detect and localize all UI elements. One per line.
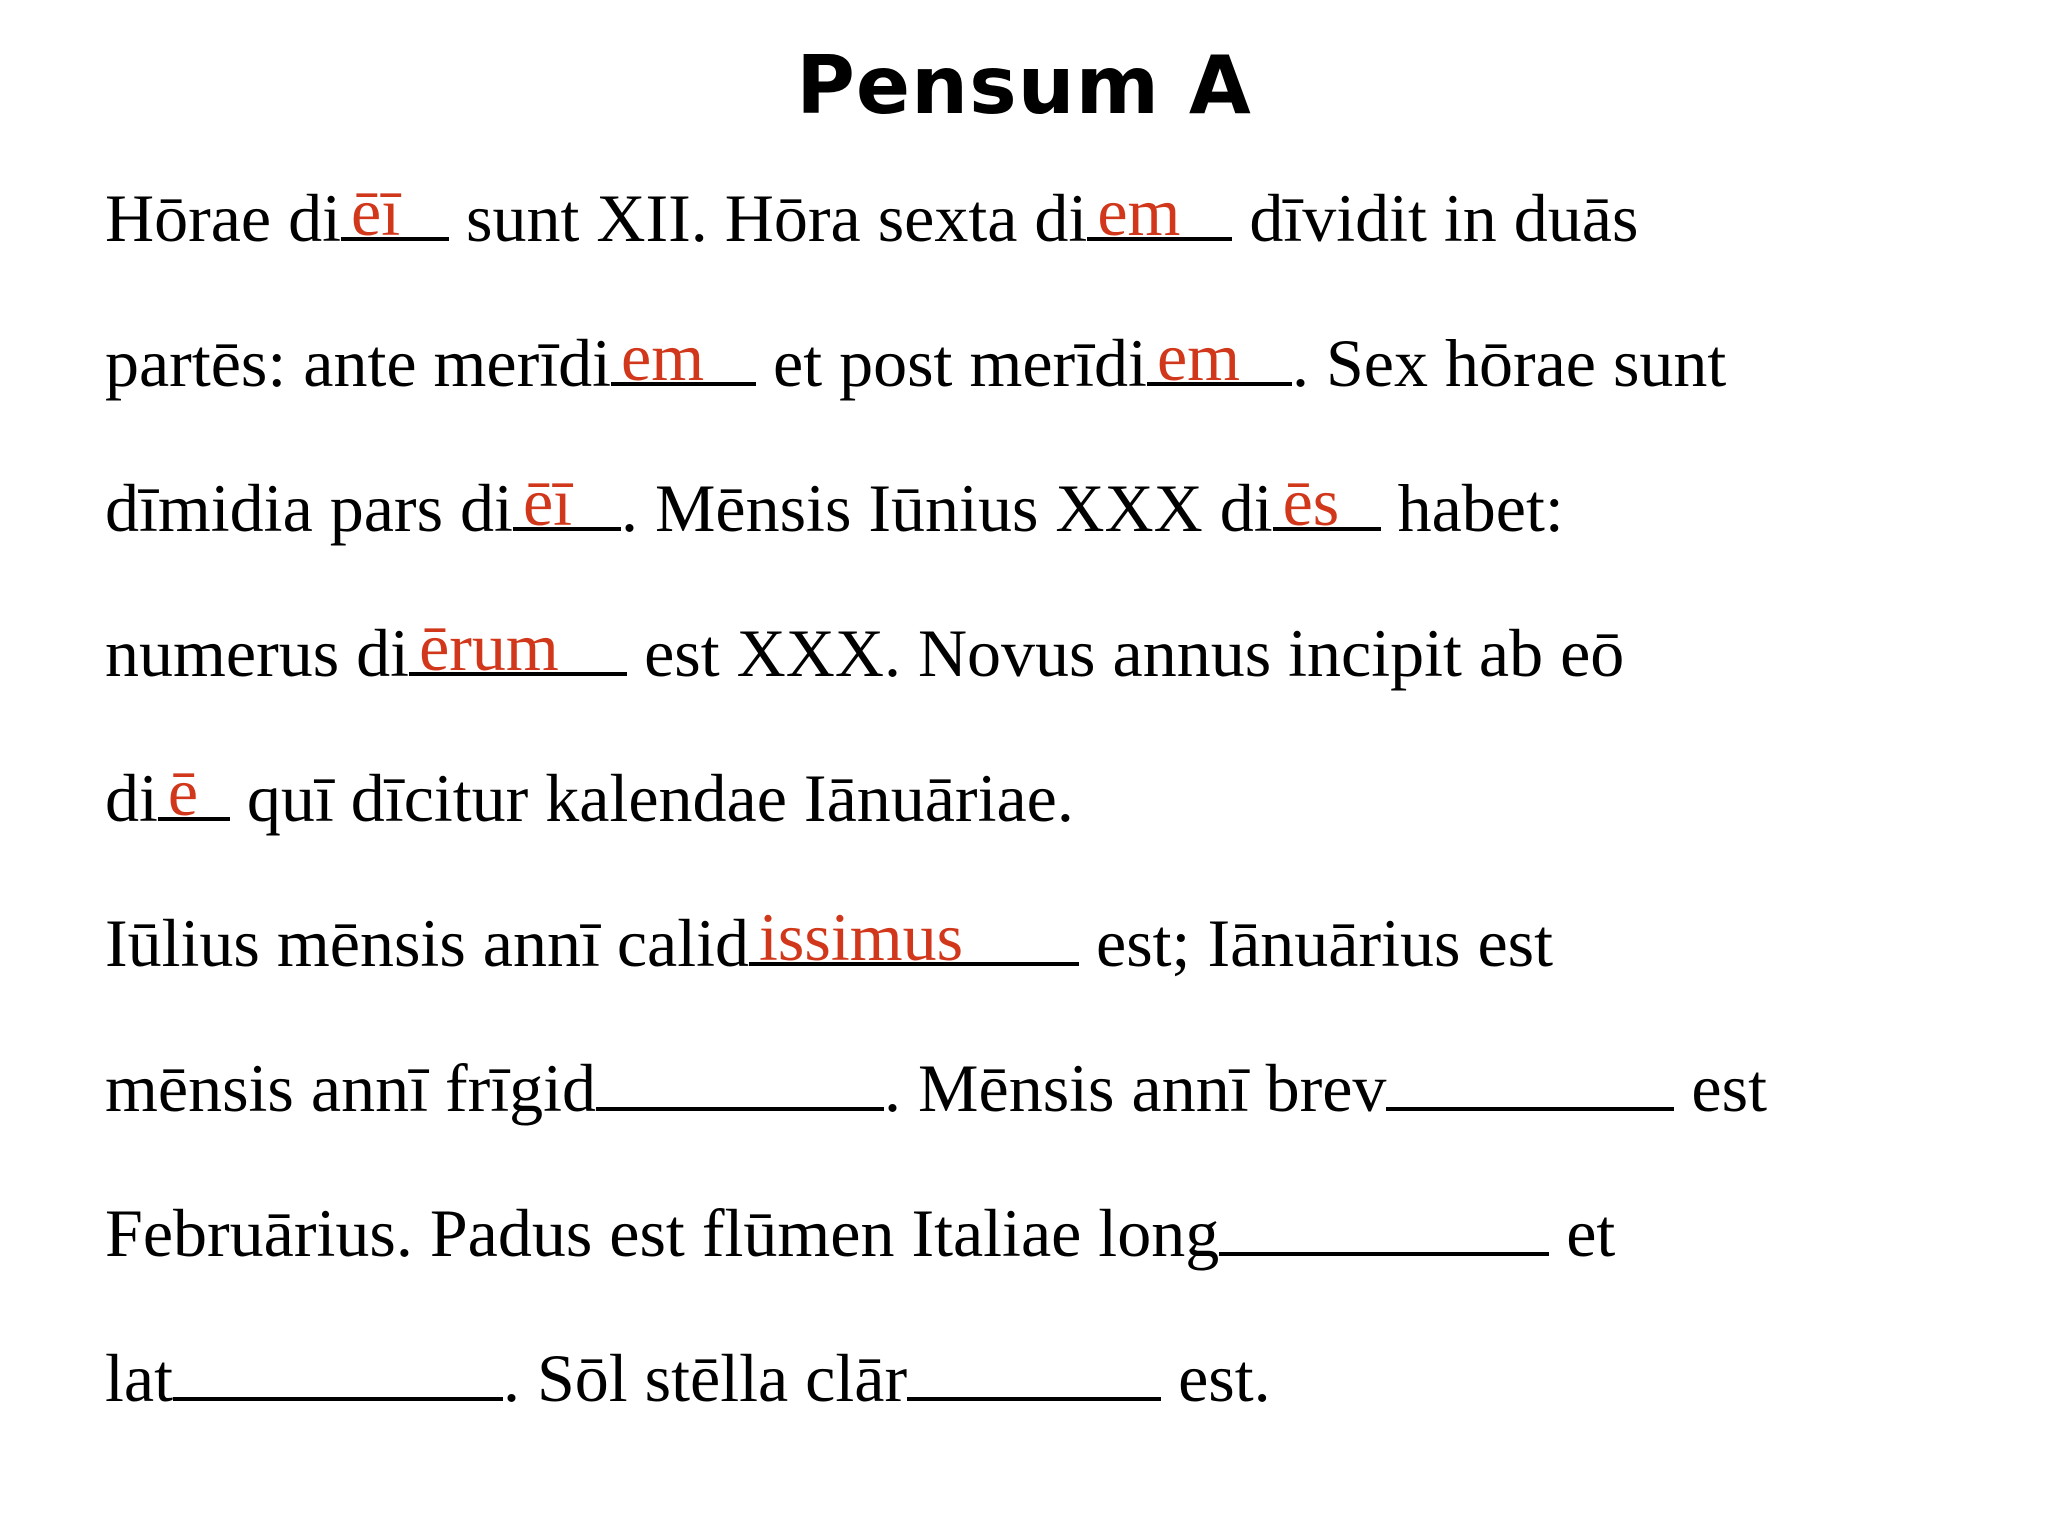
filled-answer: ēī (351, 174, 401, 250)
answer-blank[interactable] (409, 609, 627, 685)
text-segment: est; Iānuārius est (1079, 905, 1553, 981)
answer-blank[interactable] (1087, 174, 1232, 250)
answer-blank[interactable] (158, 754, 230, 830)
text-segment: . Sōl stēlla clār (502, 1340, 908, 1416)
filled-answer: em (1156, 319, 1241, 395)
filled-answer: em (1097, 174, 1181, 250)
text-line (105, 464, 1564, 548)
text-line (105, 319, 1727, 403)
text-segment: dīmidia pars di (105, 470, 513, 546)
answer-blank[interactable] (1147, 319, 1292, 395)
text-segment: sunt XII. Hōra sexta di (449, 180, 1088, 256)
text-line (105, 174, 1639, 258)
answer-blank[interactable] (907, 1341, 1161, 1401)
text-segment: est (1674, 1050, 1767, 1126)
text-segment: lat (105, 1340, 173, 1416)
text-segment: et (1549, 1195, 1616, 1271)
text-line (105, 609, 1625, 693)
text-segment: quī dīcitur kalendae Iānuāriae. (229, 760, 1074, 836)
text-segment: dīvidit in duās (1232, 180, 1639, 256)
text-segment: Februārius. Padus est flūmen Italiae long (105, 1195, 1220, 1271)
text-segment: . Mēnsis annī brev (884, 1050, 1387, 1126)
text-line (105, 1048, 1767, 1128)
text-segment: di (105, 760, 158, 836)
filled-answer: ēs (1282, 464, 1340, 540)
text-line (105, 754, 1074, 838)
answer-blank[interactable] (1219, 1196, 1549, 1256)
filled-answer: ēī (522, 464, 573, 540)
filled-answer: issimus (759, 899, 964, 975)
answer-blank[interactable] (1386, 1051, 1674, 1111)
answer-blank[interactable] (513, 464, 621, 540)
filled-answer: em (621, 319, 705, 395)
answer-blank[interactable] (611, 319, 756, 395)
text-line (105, 899, 1553, 983)
text-segment: mēnsis annī frīgid (105, 1050, 597, 1126)
text-segment: est. (1161, 1340, 1271, 1416)
text-segment: habet: (1380, 470, 1564, 546)
answer-blank[interactable] (1273, 464, 1381, 540)
text-segment: . Sex hōrae sunt (1291, 325, 1727, 401)
answer-blank[interactable] (173, 1341, 503, 1401)
text-line (105, 1338, 1271, 1418)
text-line (105, 1193, 1615, 1273)
text-segment: Hōrae di (105, 180, 342, 256)
text-segment: et post merīdi (756, 325, 1147, 401)
text-segment: est XXX. Novus annus incipit ab eō (627, 615, 1625, 691)
filled-answer: ērum (419, 609, 559, 685)
text-segment: . Mēnsis Iūnius XXX di (620, 470, 1273, 546)
text-segment: partēs: ante merīdi (105, 325, 612, 401)
filled-answer: ē (167, 754, 199, 830)
answer-blank[interactable] (341, 174, 449, 250)
answer-blank[interactable] (596, 1051, 884, 1111)
text-segment: Iūlius mēnsis annī calid (105, 905, 750, 981)
answer-blank[interactable] (749, 899, 1079, 975)
page-title: Pensum A (796, 39, 1252, 132)
text-segment: numerus di (105, 615, 410, 691)
